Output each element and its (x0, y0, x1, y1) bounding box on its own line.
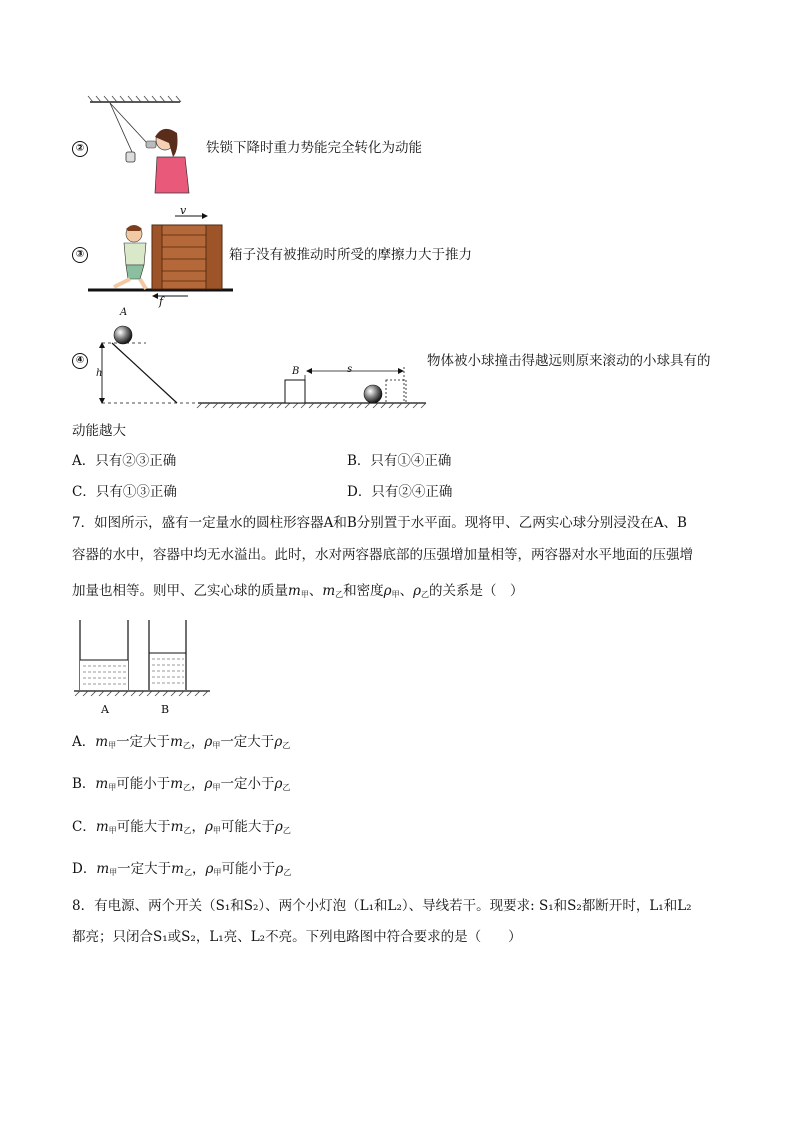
ramp-figure (90, 315, 430, 415)
q7-option-b[interactable]: B．$m_甲$可能小于$m_乙$，$\rho_甲$一定小于$\rho_乙$ (72, 776, 291, 792)
q7-line-2: 容器的水中，容器中均无水溢出。此时，水对两容器底部的压强增加量相等，两容器对水平地面的压强增 (72, 547, 693, 563)
q7-line-3: 加量也相等。则甲、乙实心球的质量$m_甲$、$m_乙$和密度$\rho_甲$、$\rho_乙$的关系是（ ） (72, 583, 524, 599)
item-3-number: ③ (72, 247, 88, 263)
q6-option-a[interactable]: A．只有②③正确 (72, 453, 177, 469)
item-2-statement: 铁锁下降时重力势能完全转化为动能 (206, 140, 422, 156)
item-3-statement: 箱子没有被推动时所受的摩擦力大于推力 (229, 247, 472, 263)
item-4-statement: 物体被小球撞击得越远则原来滚动的小球具有的 (427, 353, 711, 369)
item-2-number: ② (72, 141, 88, 157)
q6-option-d[interactable]: D．只有②④正确 (347, 484, 453, 500)
height-label: h (96, 368, 103, 379)
q8-line-2: 都亮；只闭合S₁或S₂，L₁亮、L₂不亮。下列电路图中符合要求的是（ ） (72, 929, 522, 945)
pendulum-figure (85, 95, 205, 195)
block-b-label: B (292, 366, 300, 377)
item-4-statement-cont: 动能越大 (72, 423, 126, 439)
q7-option-c[interactable]: C．$m_甲$可能大于$m_乙$，$\rho_甲$可能大于$\rho_乙$ (72, 819, 291, 835)
container-a-label: A (101, 703, 109, 716)
velocity-label: v (180, 204, 187, 217)
q6-option-b[interactable]: B．只有①④正确 (347, 453, 452, 469)
friction-label: f (159, 295, 164, 308)
q6-option-c[interactable]: C．只有①③正确 (72, 484, 177, 500)
q7-option-d[interactable]: D．$m_甲$一定大于$m_乙$，$\rho_甲$可能小于$\rho_乙$ (72, 861, 292, 877)
ball-a-label: A (120, 307, 128, 318)
container-b-label: B (161, 703, 170, 716)
q7-option-a[interactable]: A．$m_甲$一定大于$m_乙$，$\rho_甲$一定大于$\rho_乙$ (72, 734, 291, 750)
item-4-number: ④ (72, 353, 88, 369)
distance-label: s (347, 364, 353, 375)
q7-line-1: 7．如图所示，盛有一定量水的圆柱形容器A和B分别置于水平面。现将甲、乙两实心球分别浸没在A、B (72, 515, 687, 531)
containers-figure (74, 620, 214, 700)
q8-line-1: 8．有电源、两个开关（S₁和S₂）、两个小灯泡（L₁和L₂）、导线若干。现要求: S₁和S₂都断开时，L₁和L₂ (72, 898, 692, 914)
box-push-figure (88, 207, 238, 302)
